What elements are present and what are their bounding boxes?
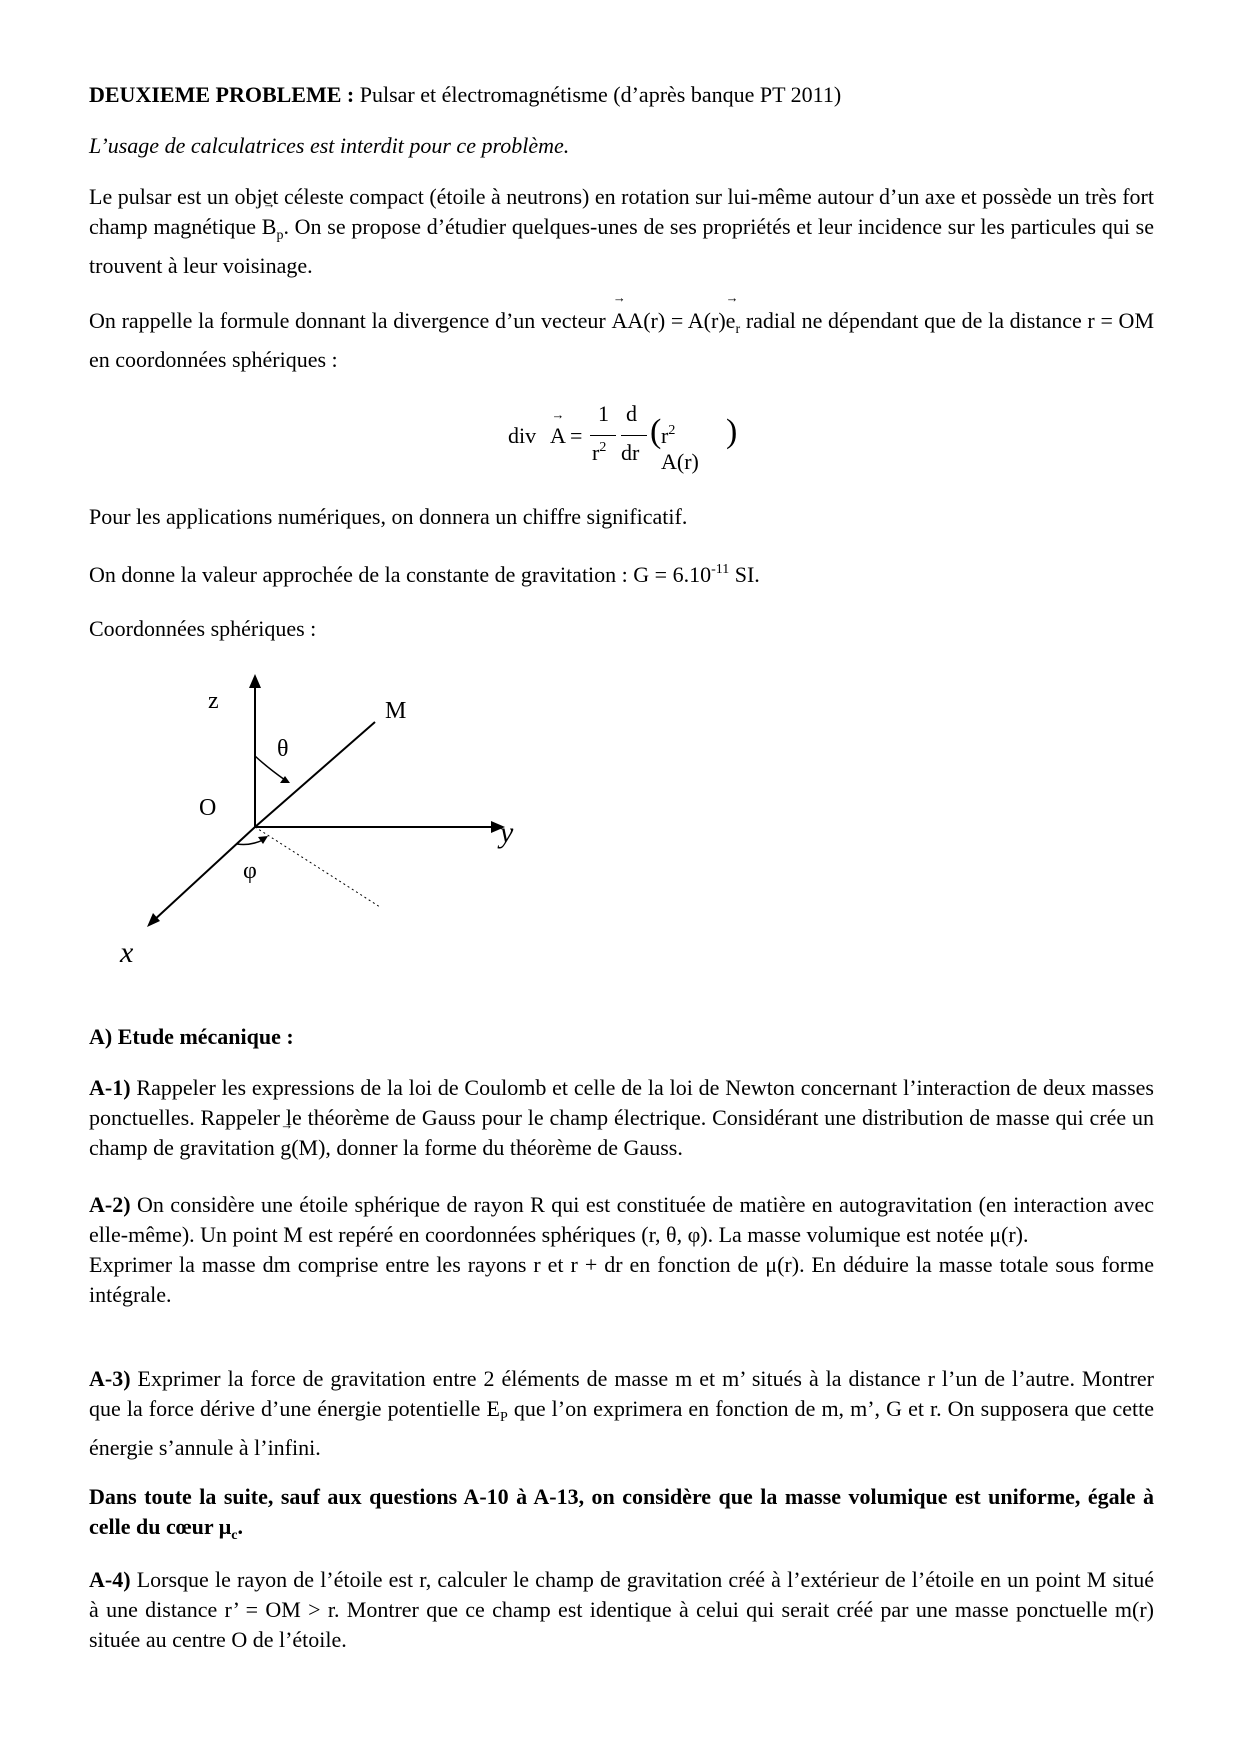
o-label: O [199,795,217,821]
formula-paren-open: ( [650,413,662,450]
numeric-note: Pour les applications numériques, on donnera un chiffre significatif. [89,504,688,529]
formula-frac2-denominator: dr [621,440,640,465]
uniform-density-assumption [89,1482,1154,1551]
question-a2-text-a: On considère une étoile sphérique de rayon R qui est constituée de matière en autogravitation (en interaction avec elle-même). Un point M est repéré en coordonnées sphériques (r, θ, φ). La masse volumique est notée μ(r). [89,1192,1154,1247]
section-a-title: A) Etude mécanique : [89,1024,294,1049]
y-label: y [500,816,514,849]
vector-e-subscript: r [735,322,741,337]
question-a4-text: Lorsque le rayon de l’étoile est r, calculer le champ de gravitation créé à l’extérieur de l’étoile en un point M situé à une distance r’ = OM > r. Montrer que ce champ est identique à celui qui serait créé par une masse ponctuelle m(r) située au centre O de l’étoile. [89,1567,1155,1652]
x-label: x [120,936,134,969]
z-label: z [208,688,219,714]
question-a4 [89,1565,1154,1655]
intro-text-a: Le pulsar est un objet céleste compact (étoile à neutrons) en rotation sur lui-même autour d’un axe et possède un très fort champ magnétique [89,184,1154,239]
assumption-text: Dans toute la suite, sauf aux questions A-10 à A-13, on considère que la masse volumique est uniforme, égale à celle du cœur μ [89,1484,1154,1539]
question-a3-text-a: Exprimer la force de gravitation entre 2 éléments de masse m et m’ situés à la distance r l’un de l’autre. Montrer que la force dérive d’une énergie potentielle E [89,1366,1155,1421]
question-a1 [89,1073,1154,1163]
question-a3 [89,1364,1154,1463]
gravity-text: On donne la valeur approchée de la constante de gravitation : G = 6.10 [89,562,712,587]
assumption-subscript: c [231,1528,238,1543]
spherical-coordinates-diagram [110,672,550,972]
divergence-paragraph [89,306,1154,375]
vector-g: → g [280,1133,291,1163]
assumption-end: . [237,1514,243,1539]
question-a3-subscript: P [499,1410,508,1425]
problem-title [89,80,1154,110]
question-a1-text-a: Rappeler les expressions de la loi de Coulomb et celle de la loi de Newton concernant l’interaction de deux masses ponctuelles. Rappeler le théorème de Gauss pour le champ électrique. Considérant une distribution de masse qui crée un champ de gravitation [89,1075,1154,1160]
formula-frac1-denominator: $r^2$ [592,440,607,465]
projection-line [255,827,380,907]
formula-frac2-bar [621,435,647,436]
formula-div: div [508,423,537,448]
formula-frac1-numerator: 1 [598,401,609,426]
question-a2 [89,1190,1154,1310]
divergence-text-b: radial ne dépendant que de la distance r = OM en coordonnées sphériques : [89,308,1155,372]
question-a4-label: A-4) [89,1567,131,1592]
theta-label: θ [277,736,289,762]
m-label: M [385,698,407,724]
vector-b-subscript: p [276,228,284,243]
formula-paren-close: ) [726,413,738,450]
question-a3-label: A-3) [89,1366,131,1391]
problem-title-bold: DEUXIEME PROBLEME : [89,82,355,107]
question-a1-text-b: (M), donner la forme du théorème de Gauss. [291,1135,683,1160]
gravity-exponent: -11 [711,562,730,577]
vector-a-inline: → A [611,306,627,336]
formula-vector-a: → A [550,423,566,449]
vector-e: → e [726,306,736,336]
gravity-unit: SI. [734,562,760,587]
gravity-constant [89,555,1154,590]
question-a2-label: A-2) [89,1192,131,1217]
question-a1-label: A-1) [89,1075,131,1100]
formula-frac1-bar [590,435,616,436]
formula-frac2-numerator: d [626,401,637,426]
phi-label: φ [243,858,257,884]
vector-b: → B [262,212,277,242]
z-axis-arrowhead [249,674,261,688]
om-vector-line [255,722,375,827]
question-a3-text-b: que l’on exprimera en fonction de m, m’, G et r. On supposera que cette énergie s’annule à l’infini. [89,1396,1155,1460]
intro-paragraph [89,182,1154,281]
divergence-text-a: On rappelle la formule donnant la divergence d’un vecteur [89,308,606,333]
phi-arrowhead [258,836,268,844]
x-axis [152,827,255,922]
formula-equals: = [570,423,583,448]
formula-inner: $r^2$ A(r) [661,423,699,474]
calculator-notice: L’usage de calculatrices est interdit pour ce problème. [89,133,570,158]
question-a2-text-b: Exprimer la masse dm comprise entre les rayons r et r + dr en fonction de μ(r). En déduire la masse totale sous forme intégrale. [89,1252,1154,1307]
problem-title-rest: Pulsar et électromagnétisme (d’après banque PT 2011) [359,82,842,107]
intro-text-b: . On se propose d’étudier quelques-unes de ses propriétés et leur incidence sur les particules qui se trouvent à leur voisinage. [89,214,1154,278]
divergence-math: A(r) = A(r) [627,308,726,333]
coords-label: Coordonnées sphériques : [89,616,317,641]
